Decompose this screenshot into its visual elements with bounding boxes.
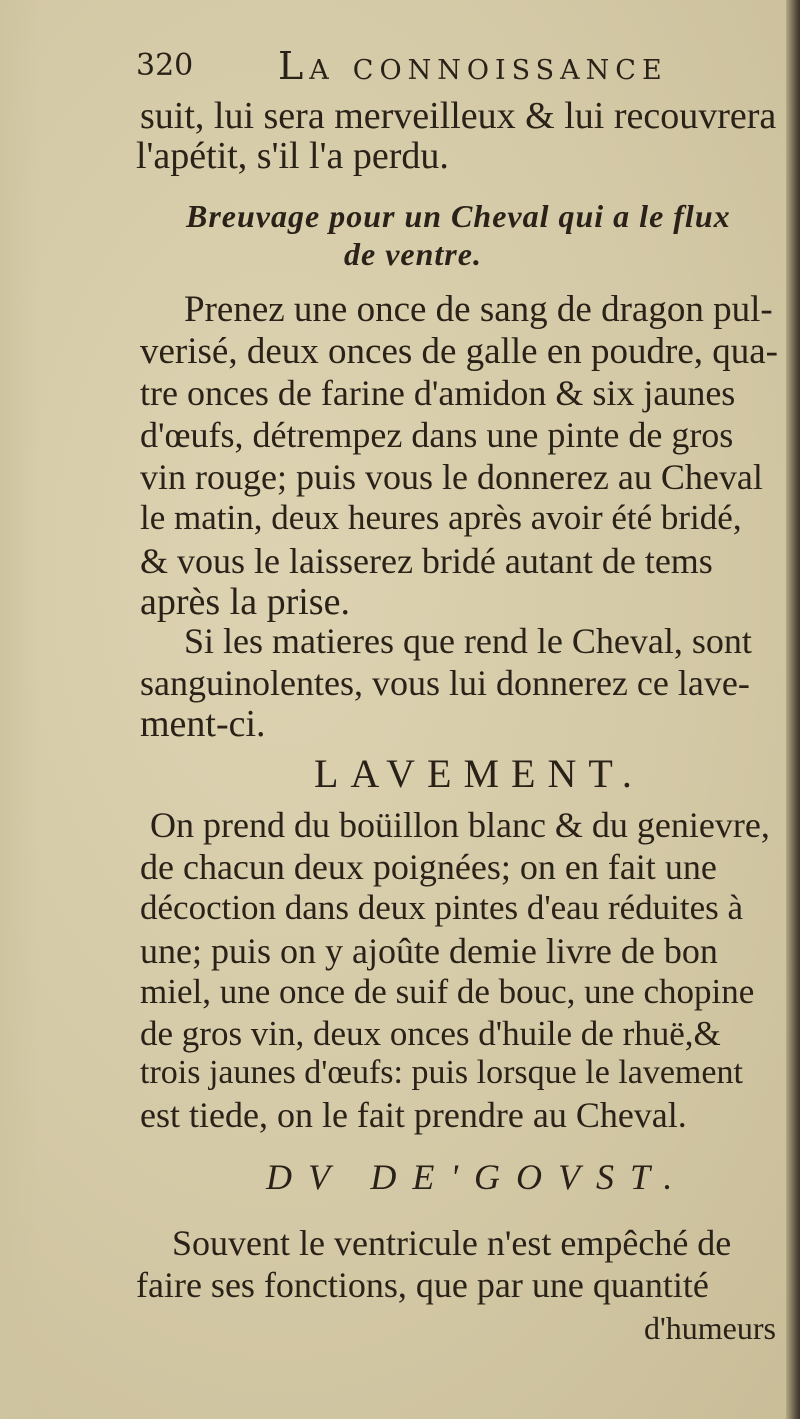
text-line: ment-ci. xyxy=(140,703,266,745)
running-title: La connoissance xyxy=(278,44,668,88)
page-header xyxy=(136,44,756,88)
text-line: est tiede, on le fait prendre au Cheval. xyxy=(140,1095,687,1135)
text-line: le matin, deux heures après avoir été bridé, xyxy=(140,498,742,537)
text-line: suit, lui sera merveilleux & lui recouvrera xyxy=(140,95,777,137)
text-line: de chacun deux poignées; on en fait une xyxy=(140,847,717,887)
page-number: 320 xyxy=(136,48,194,83)
page-left-shadow xyxy=(0,0,40,1419)
text-line: miel, une once de suif de bouc, une chopine xyxy=(140,972,755,1011)
section-heading: LAVEMENT. xyxy=(314,751,644,796)
catchword: d'humeurs xyxy=(644,1310,776,1346)
text-line: d'œufs, détrempez dans une pinte de gros xyxy=(140,415,734,455)
text-line: une; puis on y ajoûte demie livre de bon xyxy=(140,931,718,971)
section-title: de ventre. xyxy=(344,236,482,272)
text-line: l'apétit, s'il l'a perdu. xyxy=(136,135,449,177)
text-line: & vous le laisserez bridé autant de tems xyxy=(140,541,713,581)
text-line: On prend du boüillon blanc & du genievre, xyxy=(150,805,770,845)
text-line: Souvent le ventricule n'est empêché de xyxy=(172,1223,732,1263)
text-line: faire ses fonctions, que par une quantité xyxy=(136,1265,709,1305)
text-line: verisé, deux onces de galle en poudre, qua- xyxy=(140,331,778,372)
section-heading: DV DE'GOVST. xyxy=(266,1157,689,1197)
text-line: Si les matieres que rend le Cheval, sont xyxy=(184,621,752,661)
text-line: trois jaunes d'œufs: puis lorsque le lavement xyxy=(140,1054,743,1091)
text-line: de gros vin, deux onces d'huile de rhuë,& xyxy=(140,1014,721,1053)
text-line: tre onces de farine d'amidon & six jaunes xyxy=(140,373,736,413)
text-line: sanguinolentes, vous lui donnerez ce lave- xyxy=(140,663,750,703)
text-line: décoction dans deux pintes d'eau réduites à xyxy=(140,888,744,927)
section-title: Breuvage pour un Cheval qui a le flux xyxy=(186,198,731,234)
text-line: après la prise. xyxy=(140,581,350,623)
text-line: Prenez une once de sang de dragon pul- xyxy=(184,289,773,330)
text-line: vin rouge; puis vous le donnerez au Cheval xyxy=(140,457,763,497)
page-binding-edge xyxy=(786,0,800,1419)
